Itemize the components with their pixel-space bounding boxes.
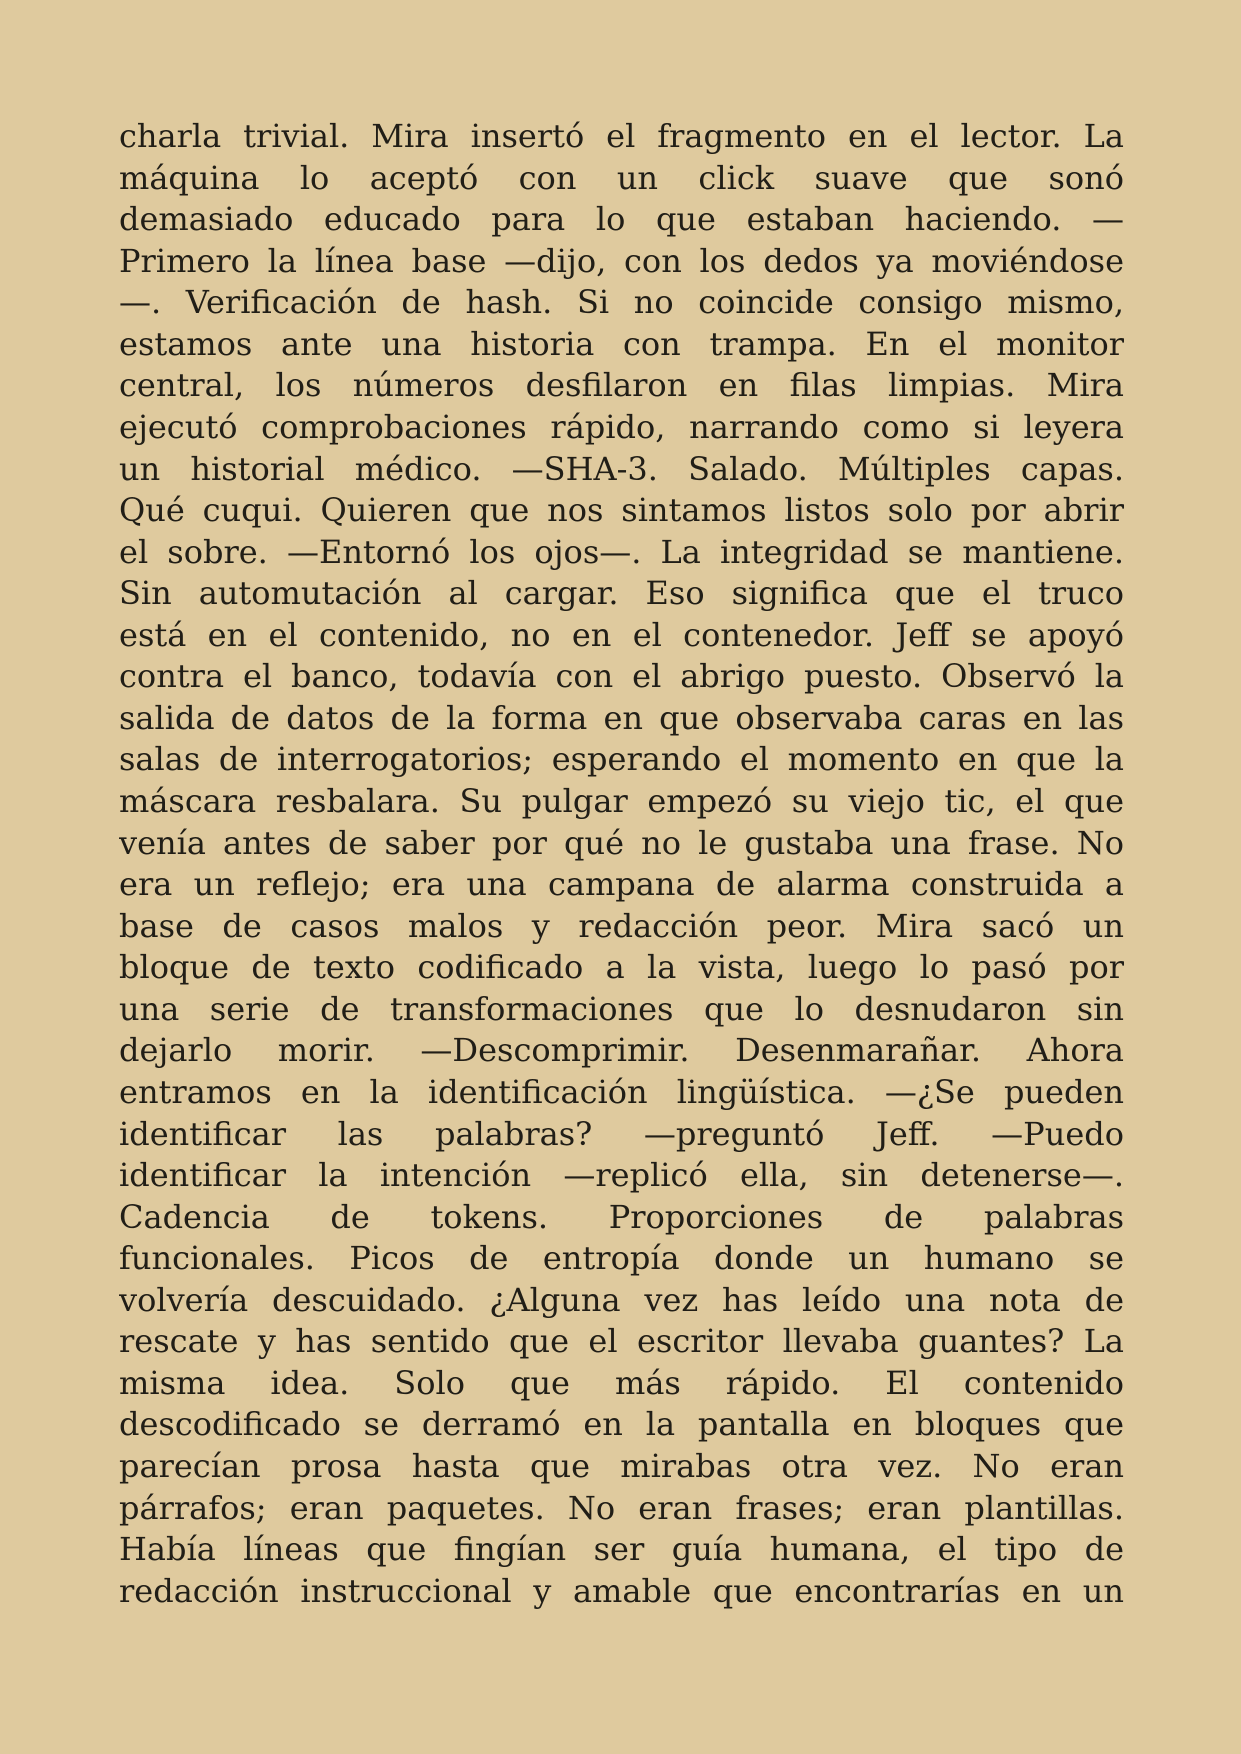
text-line: —. Verificación de hash. Si no coincide consigo mismo, <box>119 283 1124 322</box>
text-line: está en el contenido, no en el contenedor. Jeff se apoyó <box>119 615 1124 654</box>
text-line: era un reflejo; era una campana de alarma construida a <box>119 865 1124 904</box>
text-line: Había líneas que fingían ser guía humana, el tipo de <box>119 1530 1124 1569</box>
text-line: Cadencia de tokens. Proporciones de palabras <box>119 1197 1124 1236</box>
text-line: contra el banco, todavía con el abrigo puesto. Observó la <box>119 657 1124 696</box>
text-line: ejecutó comprobaciones rápido, narrando como si leyera <box>119 407 1124 446</box>
text-line: demasiado educado para lo que estaban haciendo. — <box>119 200 1124 239</box>
text-line: Primero la línea base —dijo, con los dedos ya moviéndose <box>119 241 1124 280</box>
text-line: salida de datos de la forma en que observaba caras en las <box>119 698 1124 737</box>
text-line: un historial médico. —SHA-3. Salado. Múltiples capas. <box>119 449 1124 488</box>
text-line: una serie de transformaciones que lo desnudaron sin <box>119 989 1124 1028</box>
text-line: bloque de texto codificado a la vista, luego lo pasó por <box>119 948 1124 987</box>
text-line: el sobre. —Entornó los ojos—. La integridad se mantiene. <box>119 532 1124 571</box>
text-line: identificar las palabras? —preguntó Jeff. —Puedo <box>119 1114 1124 1153</box>
text-line: parecían prosa hasta que mirabas otra vez. No eran <box>119 1447 1124 1485</box>
text-line: estamos ante una historia con trampa. En el monitor <box>119 324 1124 363</box>
text-line: volvería descuidado. ¿Alguna vez has leído una nota de <box>119 1280 1124 1319</box>
text-line: párrafos; eran paquetes. No eran frases; eran plantillas. <box>119 1488 1124 1527</box>
text-line: misma idea. Solo que más rápido. El contenido <box>119 1363 1124 1402</box>
text-line: identificar la intención —replicó ella, sin detenerse—. <box>119 1156 1124 1195</box>
text-block <box>119 116 1124 1612</box>
text-line: máscara resbalara. Su pulgar empezó su viejo tic, el que <box>119 782 1124 820</box>
text-line: venía antes de saber por qué no le gustaba una frase. No <box>119 823 1124 862</box>
text-line: funcionales. Picos de entropía donde un humano se <box>119 1239 1124 1278</box>
text-line: Qué cuqui. Quieren que nos sintamos listos solo por abrir <box>119 491 1124 530</box>
text-line: rescate y has sentido que el escritor llevaba guantes? La <box>119 1322 1124 1361</box>
text-line: redacción instruccional y amable que encontrarías en un <box>119 1571 1124 1610</box>
text-line: central, los números desfilaron en filas limpias. Mira <box>119 366 1124 405</box>
text-line: base de casos malos y redacción peor. Mira sacó un <box>119 906 1124 945</box>
text-line: entramos en la identificación lingüística. —¿Se pueden <box>119 1072 1124 1111</box>
text-line: descodificado se derramó en la pantalla en bloques que <box>119 1405 1124 1444</box>
text-line: salas de interrogatorios; esperando el momento en que la <box>119 740 1124 779</box>
text-line: dejarlo morir. —Descomprimir. Desenmarañar. Ahora <box>119 1031 1124 1070</box>
text-line: charla trivial. Mira insertó el fragmento en el lector. La <box>119 117 1124 155</box>
text-line: máquina lo aceptó con un click suave que sonó <box>119 158 1124 197</box>
text-line: Sin automutación al cargar. Eso significa que el truco <box>119 574 1124 613</box>
